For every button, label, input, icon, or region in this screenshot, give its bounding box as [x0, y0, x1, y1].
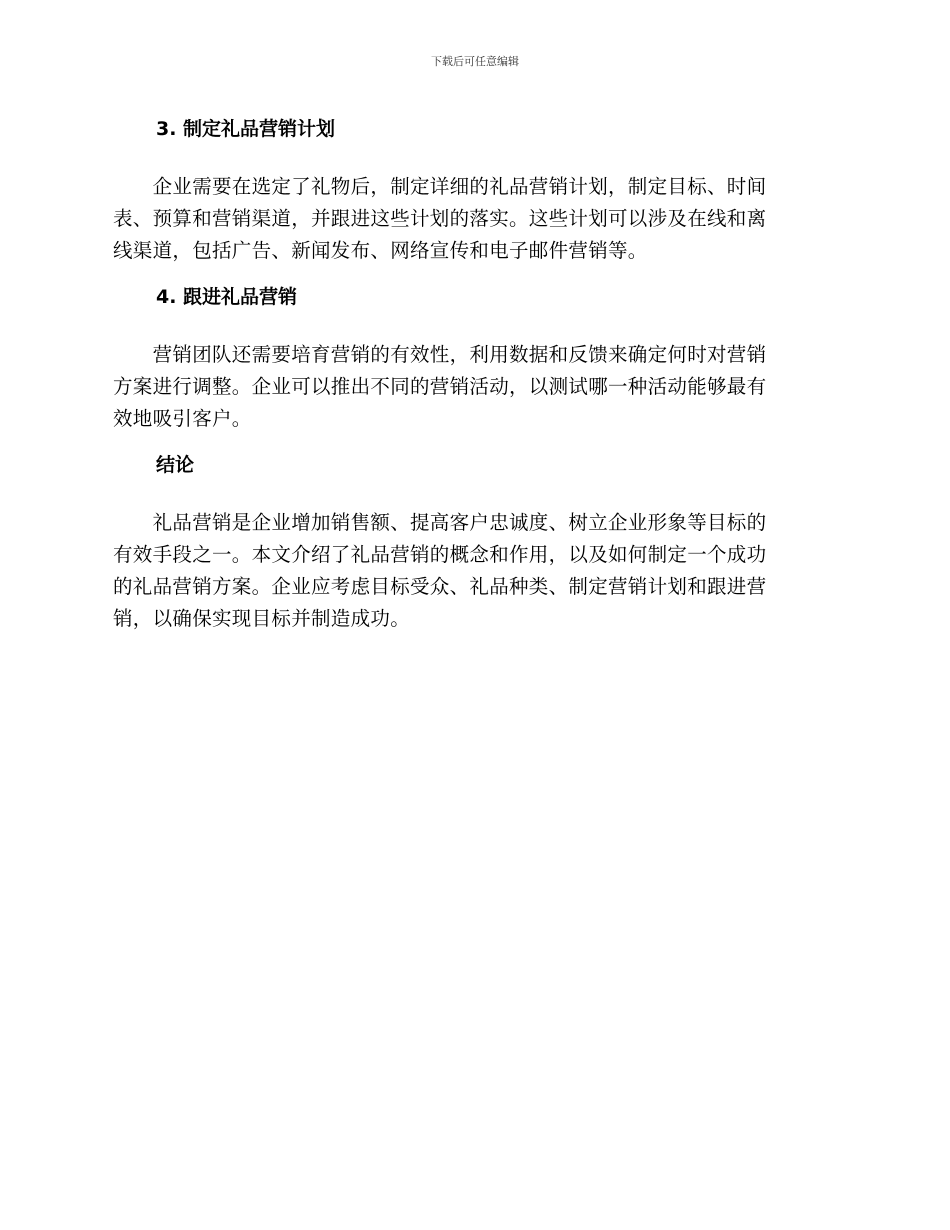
document-body [113, 114, 830, 650]
section-paragraph: 企业需要在选定了礼物后，制定详细的礼品营销计划，制定目标、时间 表、预算和营销渠道，并跟进这些计划的落实。这些计划可以涉及在线和离 线渠道，包括广告、新闻发布、网络宣传和电子邮件营销等。 [113, 175, 767, 262]
section-heading: 3. 制定礼品营销计划 [156, 118, 336, 140]
section-plan [113, 114, 830, 267]
section-paragraph: 礼品营销是企业增加销售额、提高客户忠诚度、树立企业形象等目标的 有效手段之一。本文介绍了礼品营销的概念和作用，以及如何制定一个成功 的礼品营销方案。企业应考虑目标受众、礼品种类、制定营销计划和跟进营 销，以确保实现目标并制造成功。 [113, 511, 767, 630]
section-heading: 4. 跟进礼品营销 [156, 286, 298, 308]
section-heading: 结论 [156, 454, 195, 476]
section-paragraph: 营销团队还需要培育营销的有效性，利用数据和反馈来确定何时对营销 方案进行调整。企业可以推出不同的营销活动，以测试哪一种活动能够最有 效地吸引客户。 [113, 343, 767, 430]
section-follow-up [113, 282, 830, 435]
page-header-note: 下载后可任意编辑 [431, 55, 519, 68]
section-conclusion [113, 450, 830, 635]
